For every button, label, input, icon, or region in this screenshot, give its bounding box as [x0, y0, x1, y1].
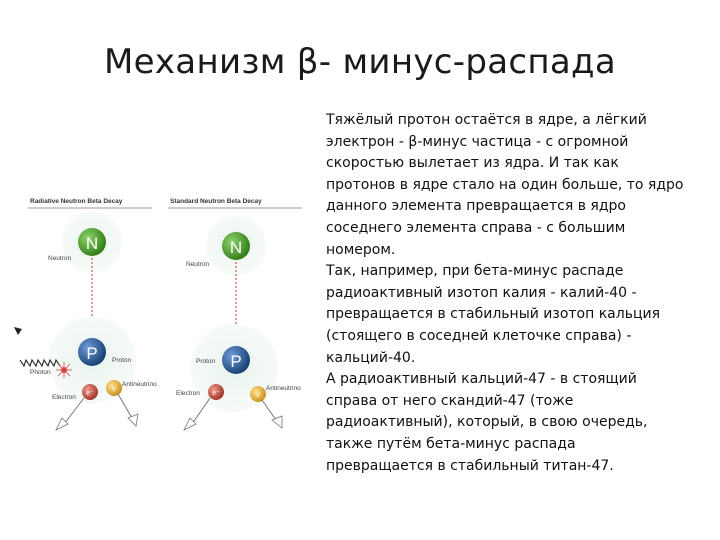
right-proton-symbol: P — [230, 352, 242, 371]
slide-body-text — [326, 110, 686, 477]
left-antineutrino-label: Antineutrino — [122, 381, 157, 388]
right-electron-symbol: e⁻ — [212, 390, 220, 397]
paragraph-1: Тяжёлый протон остаётся в ядре, а лёгкий электрон - β-минус частица - с огромной скоростью вылетает из ядра. И так как протонов в ядре стало на один больше, то ядро данного элемента превращается в ядро соседнего элемента справа - с большим номером. — [326, 112, 684, 258]
right-antineutrino-arrowhead — [272, 416, 282, 428]
right-electron-label: Electron — [176, 390, 200, 397]
slide-title: Механизм β- минус-распада — [104, 42, 616, 82]
left-photon-burst — [56, 362, 72, 378]
right-proton-label: Proton — [196, 358, 216, 365]
left-electron-label: Electron — [52, 394, 76, 401]
beta-decay-diagram — [0, 180, 320, 450]
right-panel — [168, 198, 302, 430]
left-photon-arrowhead — [14, 327, 22, 335]
left-antineutrino-arrowhead — [128, 414, 138, 426]
left-panel-heading: Radiative Neutron Beta Decay — [30, 198, 123, 205]
left-neutron-symbol: N — [85, 234, 99, 253]
right-neutron-label: Neutron — [186, 261, 210, 268]
left-neutron-label: Neutron — [48, 255, 72, 262]
right-antineutrino-label: Antineutrino — [266, 385, 301, 392]
right-electron-arrowhead — [184, 418, 196, 430]
left-electron-symbol: e⁻ — [86, 390, 94, 397]
right-panel-heading: Standard Neutron Beta Decay — [170, 198, 262, 205]
left-proton-label: Proton — [112, 357, 132, 364]
right-antineutrino-track — [262, 400, 276, 420]
right-antineutrino-symbol: ν — [256, 390, 260, 399]
right-neutron-symbol: N — [229, 238, 243, 257]
right-electron-track — [192, 398, 210, 424]
left-panel — [14, 198, 157, 430]
paragraph-2: Так, например, при бета-минус распаде радиоактивный изотоп калия - калий-40 - превращается в стабильный изотоп кальция (стоящего в соседней клеточке справа) - кальций-40. — [326, 263, 661, 366]
left-proton-symbol: P — [86, 344, 98, 363]
left-electron-track — [64, 398, 84, 424]
left-photon-label: Photon — [30, 369, 51, 376]
paragraph-3: А радиоактивный кальций-47 - в стоящий справа от него скандий-47 (тоже радиоактивный), который, в свою очередь, также путём бета-минус распада превращается в стабильный титан-47. — [326, 371, 648, 474]
left-electron-arrowhead — [56, 418, 68, 430]
left-antineutrino-track — [118, 394, 132, 418]
left-antineutrino-symbol: ν — [112, 384, 116, 393]
